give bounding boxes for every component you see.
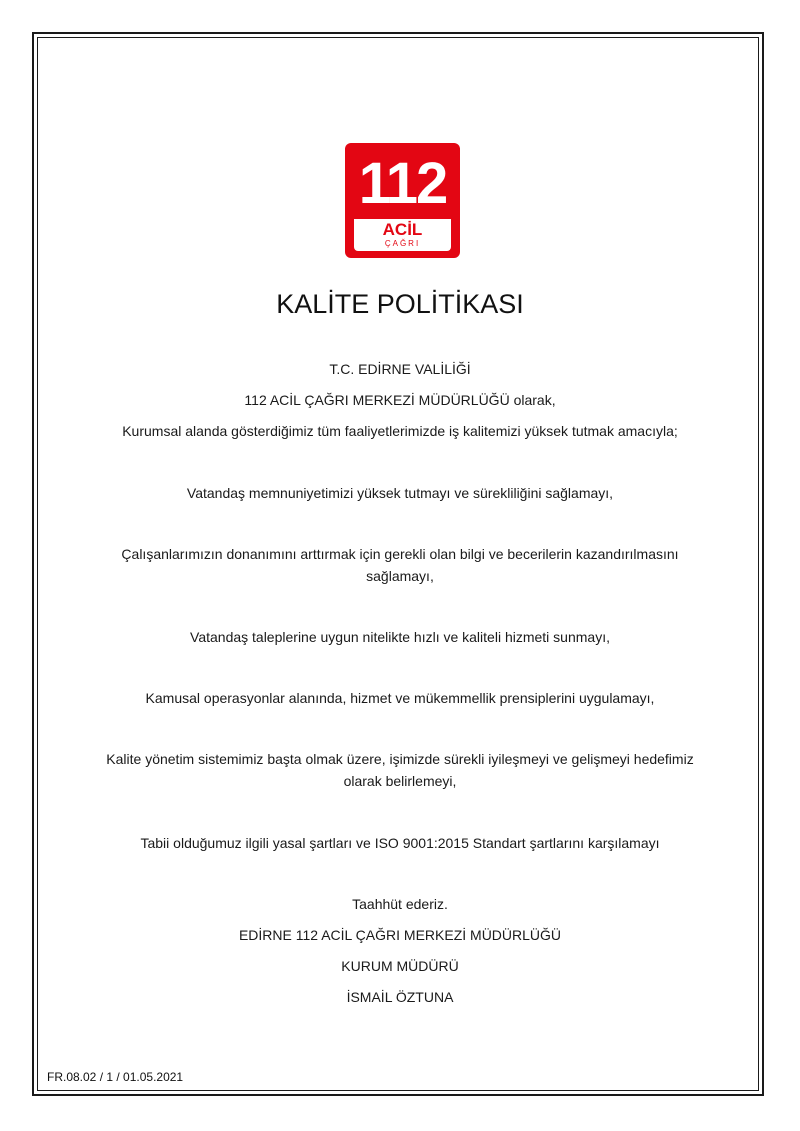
logo-label-box (354, 219, 451, 251)
institution-line: T.C. EDİRNE VALİLİĞİ (329, 361, 471, 377)
commitment-6: Tabii olduğumuz ilgili yasal şartları ve ISO 9001:2015 Standart şartlarını karşılamayı (140, 835, 660, 851)
commitment-2-line-1: Çalışanlarımızın donanımını arttırmak için gerekli olan bilgi ve becerilerin kazandırılmasını (121, 546, 679, 562)
logo-number: 112 (358, 151, 447, 216)
document-code: FR.08.02 / 1 / 01.05.2021 (47, 1070, 184, 1084)
position-line: KURUM MÜDÜRÜ (341, 958, 459, 974)
commitment-2-line-2: sağlamayı, (366, 568, 434, 584)
commitment-3: Vatandaş taleplerine uygun nitelikte hızlı ve kaliteli hizmeti sunmayı, (190, 629, 610, 645)
logo-word: ACİL (382, 220, 423, 239)
commitment-1: Vatandaş memnuniyetimizi yüksek tutmayı ve sürekliliğini sağlamayı, (186, 485, 614, 501)
organization-line: EDİRNE 112 ACİL ÇAĞRI MERKEZİ MÜDÜRLÜĞÜ (238, 927, 562, 943)
pledge-line: Taahhüt ederiz. (352, 896, 448, 912)
intro-line: Kurumsal alanda gösterdiğimiz tüm faaliyetlerimizde iş kalitemizi yüksek tutmak amacıyla; (122, 423, 678, 439)
signatory-name: İSMAİL ÖZTUNA (346, 989, 454, 1005)
commitment-4: Kamusal operasyonlar alanında, hizmet ve mükemmellik prensiplerini uygulamayı, (145, 690, 655, 706)
logo-subword: ÇAĞRI (384, 239, 421, 248)
commitment-5-line-2: olarak belirlemeyi, (343, 773, 457, 789)
acil-cagri-logo (345, 143, 460, 258)
unit-line: 112 ACİL ÇAĞRI MERKEZİ MÜDÜRLÜĞÜ olarak, (244, 392, 556, 408)
page-title: KALİTE POLİTİKASI (276, 289, 524, 319)
commitment-5-line-1: Kalite yönetim sistemimiz başta olmak üzere, işimizde sürekli iyileşmeyi ve gelişmeyi hedefimiz (106, 751, 694, 767)
